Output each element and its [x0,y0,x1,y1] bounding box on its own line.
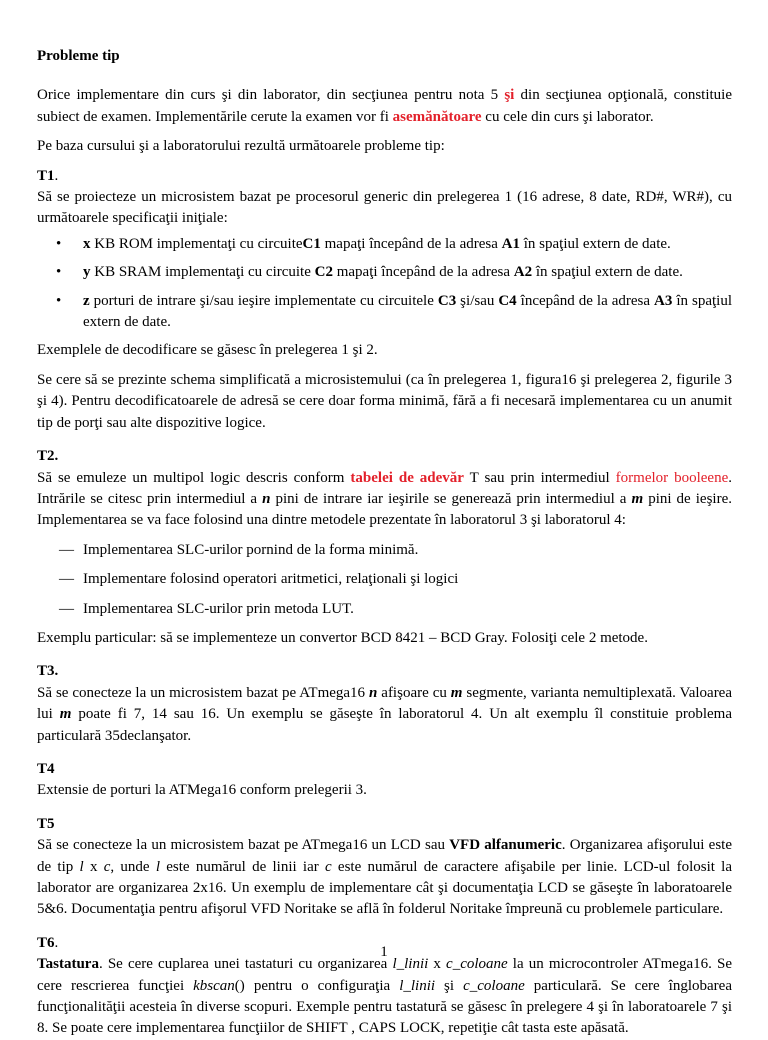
list-item: — Implementare folosind operatori aritmetici, relaţionali şi logici [37,569,732,590]
list-item: • y KB SRAM implementaţi cu circuite C2 mapaţi începând de la adresa A2 în spaţiul extern de date. [37,262,732,283]
t5-label: T5 [37,815,55,832]
dash-icon: — [59,600,74,617]
t6-text: Tastatura. Se cere cuplarea unei tastaturi cu organizarea l_linii x c_coloane la un microcontroler ATmega16. Se cere rescrierea funcţiei kbscan() pentru o configuraţia l_linii şi c_coloane particulară. Se cere înglobarea funcţionalităţii acesteia în diverse scopuri. Exemple pentru tastatură se găsesc în prelegere 4 şi în laboratoarele 7 şi 8. Se poate cere implementarea funcţiilor de SHIFT , CAPS LOCK, repetiţie cât tasta este apăsată. [37,956,732,1037]
t1-examples: Exemplele de decodificare se găsesc în prelegerea 1 şi 2. [37,342,378,359]
t3-label: T3. [37,663,59,680]
t2-method-list [37,540,732,620]
t4-text: Extensie de porturi la ATMega16 conform prelegerii 3. [37,782,367,799]
t5-text: Să se conecteze la un microsistem bazat pe ATmega16 un LCD sau VFD alfanumeric. Organizarea afişorului este de tip l x c, unde l este numărul de linii iar c este numărul de caractere afişabile per linie. LCD-ul folosit la laborator are organizarea 2x16. Un exemplu de implementare cât şi documentaţia LCD se găseşte în laboratoarele 5&6. Documentaţia pentru afişorul VFD Noritake se află în folderul Noritake împreună cu problemele particulare. [37,837,732,918]
t1-request: Se cere să se prezinte schema simplificată a microsistemului (ca în prelegerea 1, figura16 şi prelegerea 2, figurile 3 şi 4). Pentru decodificatoarele de adresă se cere doar forma minimă, fără a fi necesară implementarea cu un anumit tip de porţi sau alte dispozitive logice. [37,371,732,431]
t1-spec-list [37,234,732,334]
t2-label: T2. [37,448,59,465]
t4-label: T4 [37,760,55,777]
t2-example: Exemplu particular: să se implementeze un convertor BCD 8421 – BCD Gray. Folosiţi cele 2 metode. [37,629,648,646]
list-item: — Implementarea SLC-urilor prin metoda LUT. [37,599,732,620]
intro-paragraph: Orice implementare din curs şi din laborator, din secţiunea pentru nota 5 şi din secţiunea opţională, constituie subiect de examen. Implementările cerute la examen vor fi asemănătoare cu cele din curs şi laborator. [37,87,732,125]
dash-icon: — [59,541,74,558]
t6-label: T6. [37,934,59,951]
document-page [37,46,732,1040]
list-item: • z porturi de intrare şi/sau ieşire implementate cu circuitele C3 şi/sau C4 începând de la adresa A3 în spaţiul extern de date. [56,292,733,331]
highlight-tabela: tabelei de adevăr [350,469,464,486]
page-title: Probleme tip [37,48,120,64]
bullet-icon: • [56,292,62,309]
page-number: 1 [380,944,388,960]
dash-icon: — [59,571,74,588]
t1-section: T1. [37,167,59,184]
bullet-icon: • [56,235,62,252]
t3-text: Să se conecteze la un microsistem bazat pe ATmega16 n afişoare cu m segmente, varianta nemultiplexată. Valoarea lui m poate fi 7, 14 sau 16. Un exemplu se găseşte în laboratorul 4. Un alt exemplu îl constituie problema particulară 35declanşator. [37,684,732,744]
highlight-si: şi [504,87,515,104]
highlight-asemanatoare: asemănătoare [392,108,482,125]
list-item: • x KB ROM implementaţi cu circuiteC1 mapaţi începând de la adresa A1 în spaţiul extern de date. [37,234,732,255]
intro-problems-line: Pe baza cursului şi a laboratorului rezultă următoarele probleme tip: [37,138,445,155]
t1-text: Să se proiecteze un microsistem bazat pe procesorul generic din prelegerea 1 (16 adrese, 8 date, RD#, WR#), cu următoarele specificaţii iniţiale: [37,189,732,227]
highlight-formele: formelor booleene [615,469,729,486]
t2-text: Să se emuleze un multipol logic descris conform tabelei de adevăr T sau prin intermediul formelor booleene. Intrările se citesc prin intermediul a n pini de intrare iar ieşirile se generează prin intermediul a m pini de ieşire. Implementarea se va face folosind una dintre metodele prezentate în laboratorul 3 şi laboratorul 4: [37,469,732,529]
t1-label: T1 [37,167,55,184]
list-item: — Implementarea SLC-urilor pornind de la forma minimă. [37,540,732,561]
bullet-icon: • [56,264,62,281]
